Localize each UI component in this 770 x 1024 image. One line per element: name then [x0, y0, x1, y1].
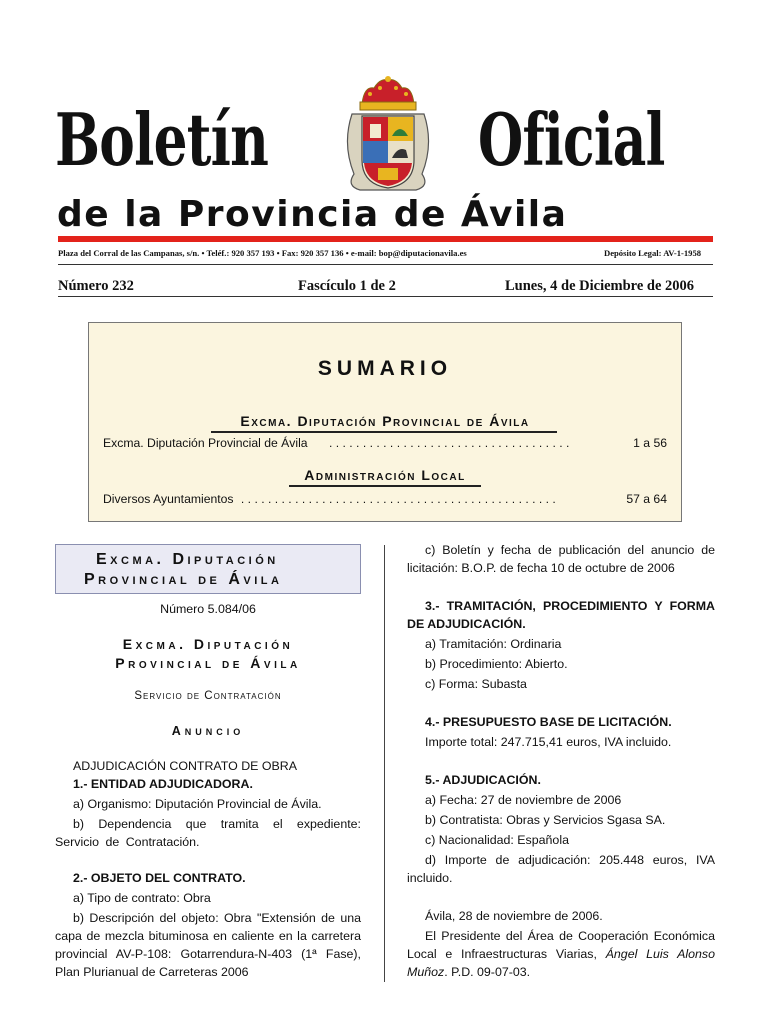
- summary-entry-label: Excma. Diputación Provincial de Ávila: [103, 436, 308, 450]
- section-3-c: c) Forma: Subasta: [425, 677, 527, 691]
- section-2-c: c) Boletín y fecha de publicación del anuncio de licitación: B.O.P. de fecha 10 de octubre de 2006: [407, 543, 715, 575]
- section-3-title: 3.- TRAMITACIÓN, PROCEDIMIENTO Y FORMA DE ADJUDICACIÓN.: [407, 599, 715, 631]
- section-1-b: b) Dependencia que tramita el expediente: Servicio de Contratación.: [55, 817, 361, 849]
- section-5-a: a) Fecha: 27 de noviembre de 2006: [425, 793, 622, 807]
- summary-entry-leader: . . . . . . . . . . . . . . . . . . . . . . . . . . . . . . . . . . . .: [328, 436, 570, 450]
- issue-number: Número 232: [58, 278, 134, 294]
- section-3-a: a) Tramitación: Ordinaria: [425, 637, 562, 651]
- summary-heading-underline: [289, 485, 481, 487]
- deposito-legal: Depósito Legal: AV-1-1958: [604, 248, 702, 258]
- place-date: Ávila, 28 de noviembre de 2006.: [425, 909, 603, 923]
- header-rule: [58, 264, 713, 265]
- masthead-title-boletin: Boletín: [55, 97, 269, 182]
- left-column-body: [55, 757, 361, 981]
- section-heading-line-1: Excma. Diputación: [96, 551, 279, 568]
- section-3-b: b) Procedimiento: Abierto.: [425, 657, 568, 671]
- signature-name: Ángel Luis Alonso Muñoz: [407, 947, 715, 979]
- section-2-title: 2.- OBJETO DEL CONTRATO.: [73, 871, 246, 885]
- summary-entry-pages: 1 a 56: [633, 436, 667, 450]
- section-heading-box: [55, 544, 361, 594]
- summary-entry-leader: . . . . . . . . . . . . . . . . . . . . . . . . . . . . . . . . . . . . . . . . . . . . . . .: [240, 492, 556, 506]
- summary-entry-pages: 57 a 64: [626, 492, 667, 506]
- summary-entry: [103, 436, 667, 450]
- summary-entry: [103, 492, 667, 506]
- summary-heading-underline: [211, 431, 557, 433]
- lead-text: ADJUDICACIÓN CONTRATO DE OBRA: [73, 759, 297, 773]
- section-5-c: c) Nacionalidad: Española: [425, 833, 569, 847]
- section-1-title: 1.- ENTIDAD ADJUDICADORA.: [73, 777, 253, 791]
- masthead-subtitle: de la Provincia de Ávila: [57, 194, 568, 235]
- summary-section-heading: Administración Local: [304, 467, 466, 483]
- signature-prefix: El Presidente del Área de Cooperación Económica Local e Infraestructuras Viarias,: [407, 929, 715, 961]
- contact-address: Plaza del Corral de las Campanas, s/n. • Teléf.: 920 357 193 • Fax: 920 357 136 • e-mail: bop@diputacionavila.es: [58, 248, 467, 258]
- entity-heading-line-1: Excma. Diputación: [122, 636, 294, 652]
- summary-box: [88, 322, 682, 522]
- header-rule-bottom: [58, 296, 713, 297]
- section-4-title: 4.- PRESUPUESTO BASE DE LICITACIÓN.: [425, 715, 672, 729]
- signature-block: [407, 927, 715, 981]
- section-heading-line-2: Provincial de Ávila: [84, 571, 283, 588]
- fascicle: Fascículo 1 de 2: [298, 278, 396, 294]
- section-2-a: a) Tipo de contrato: Obra: [73, 891, 211, 905]
- section-2-b: b) Descripción del objeto: Obra "Extensión de una capa de mezcla bituminosa en caliente en la carretera provincial AV-P-108: Gotarrendura-N-403 (1ª Fase), Plan Plurianual de Carreteras 2006: [55, 911, 361, 979]
- issue-date: Lunes, 4 de Diciembre de 2006: [505, 278, 695, 294]
- summary-section-heading: Excma. Diputación Provincial de Ávila: [240, 413, 530, 429]
- summary-entry-label: Diversos Ayuntamientos: [103, 492, 234, 506]
- summary-title: SUMARIO: [317, 357, 453, 380]
- service-label: Servicio de Contratación: [134, 690, 282, 702]
- right-column-body: [407, 541, 715, 981]
- signature-suffix: . P.D. 09-07-03.: [444, 965, 531, 979]
- section-5-b: b) Contratista: Obras y Servicios Sgasa SA.: [425, 813, 666, 827]
- anuncio-label: Anuncio: [171, 724, 245, 738]
- section-5-title: 5.- ADJUDICACIÓN.: [425, 773, 541, 787]
- announcement-number: Número 5.084/06: [160, 602, 256, 616]
- masthead-title-oficial: Oficial: [478, 97, 665, 182]
- entity-heading-line-2: Provincial de Ávila: [115, 655, 301, 671]
- coat-of-arms-logo: [340, 74, 436, 198]
- column-divider: [384, 545, 385, 982]
- masthead-red-rule: [58, 236, 713, 242]
- section-4-text: Importe total: 247.715,41 euros, IVA incluido.: [425, 735, 672, 749]
- section-5-d: d) Importe de adjudicación: 205.448 euros, IVA incluido.: [407, 853, 715, 885]
- section-1-a: a) Organismo: Diputación Provincial de Ávila.: [73, 797, 322, 811]
